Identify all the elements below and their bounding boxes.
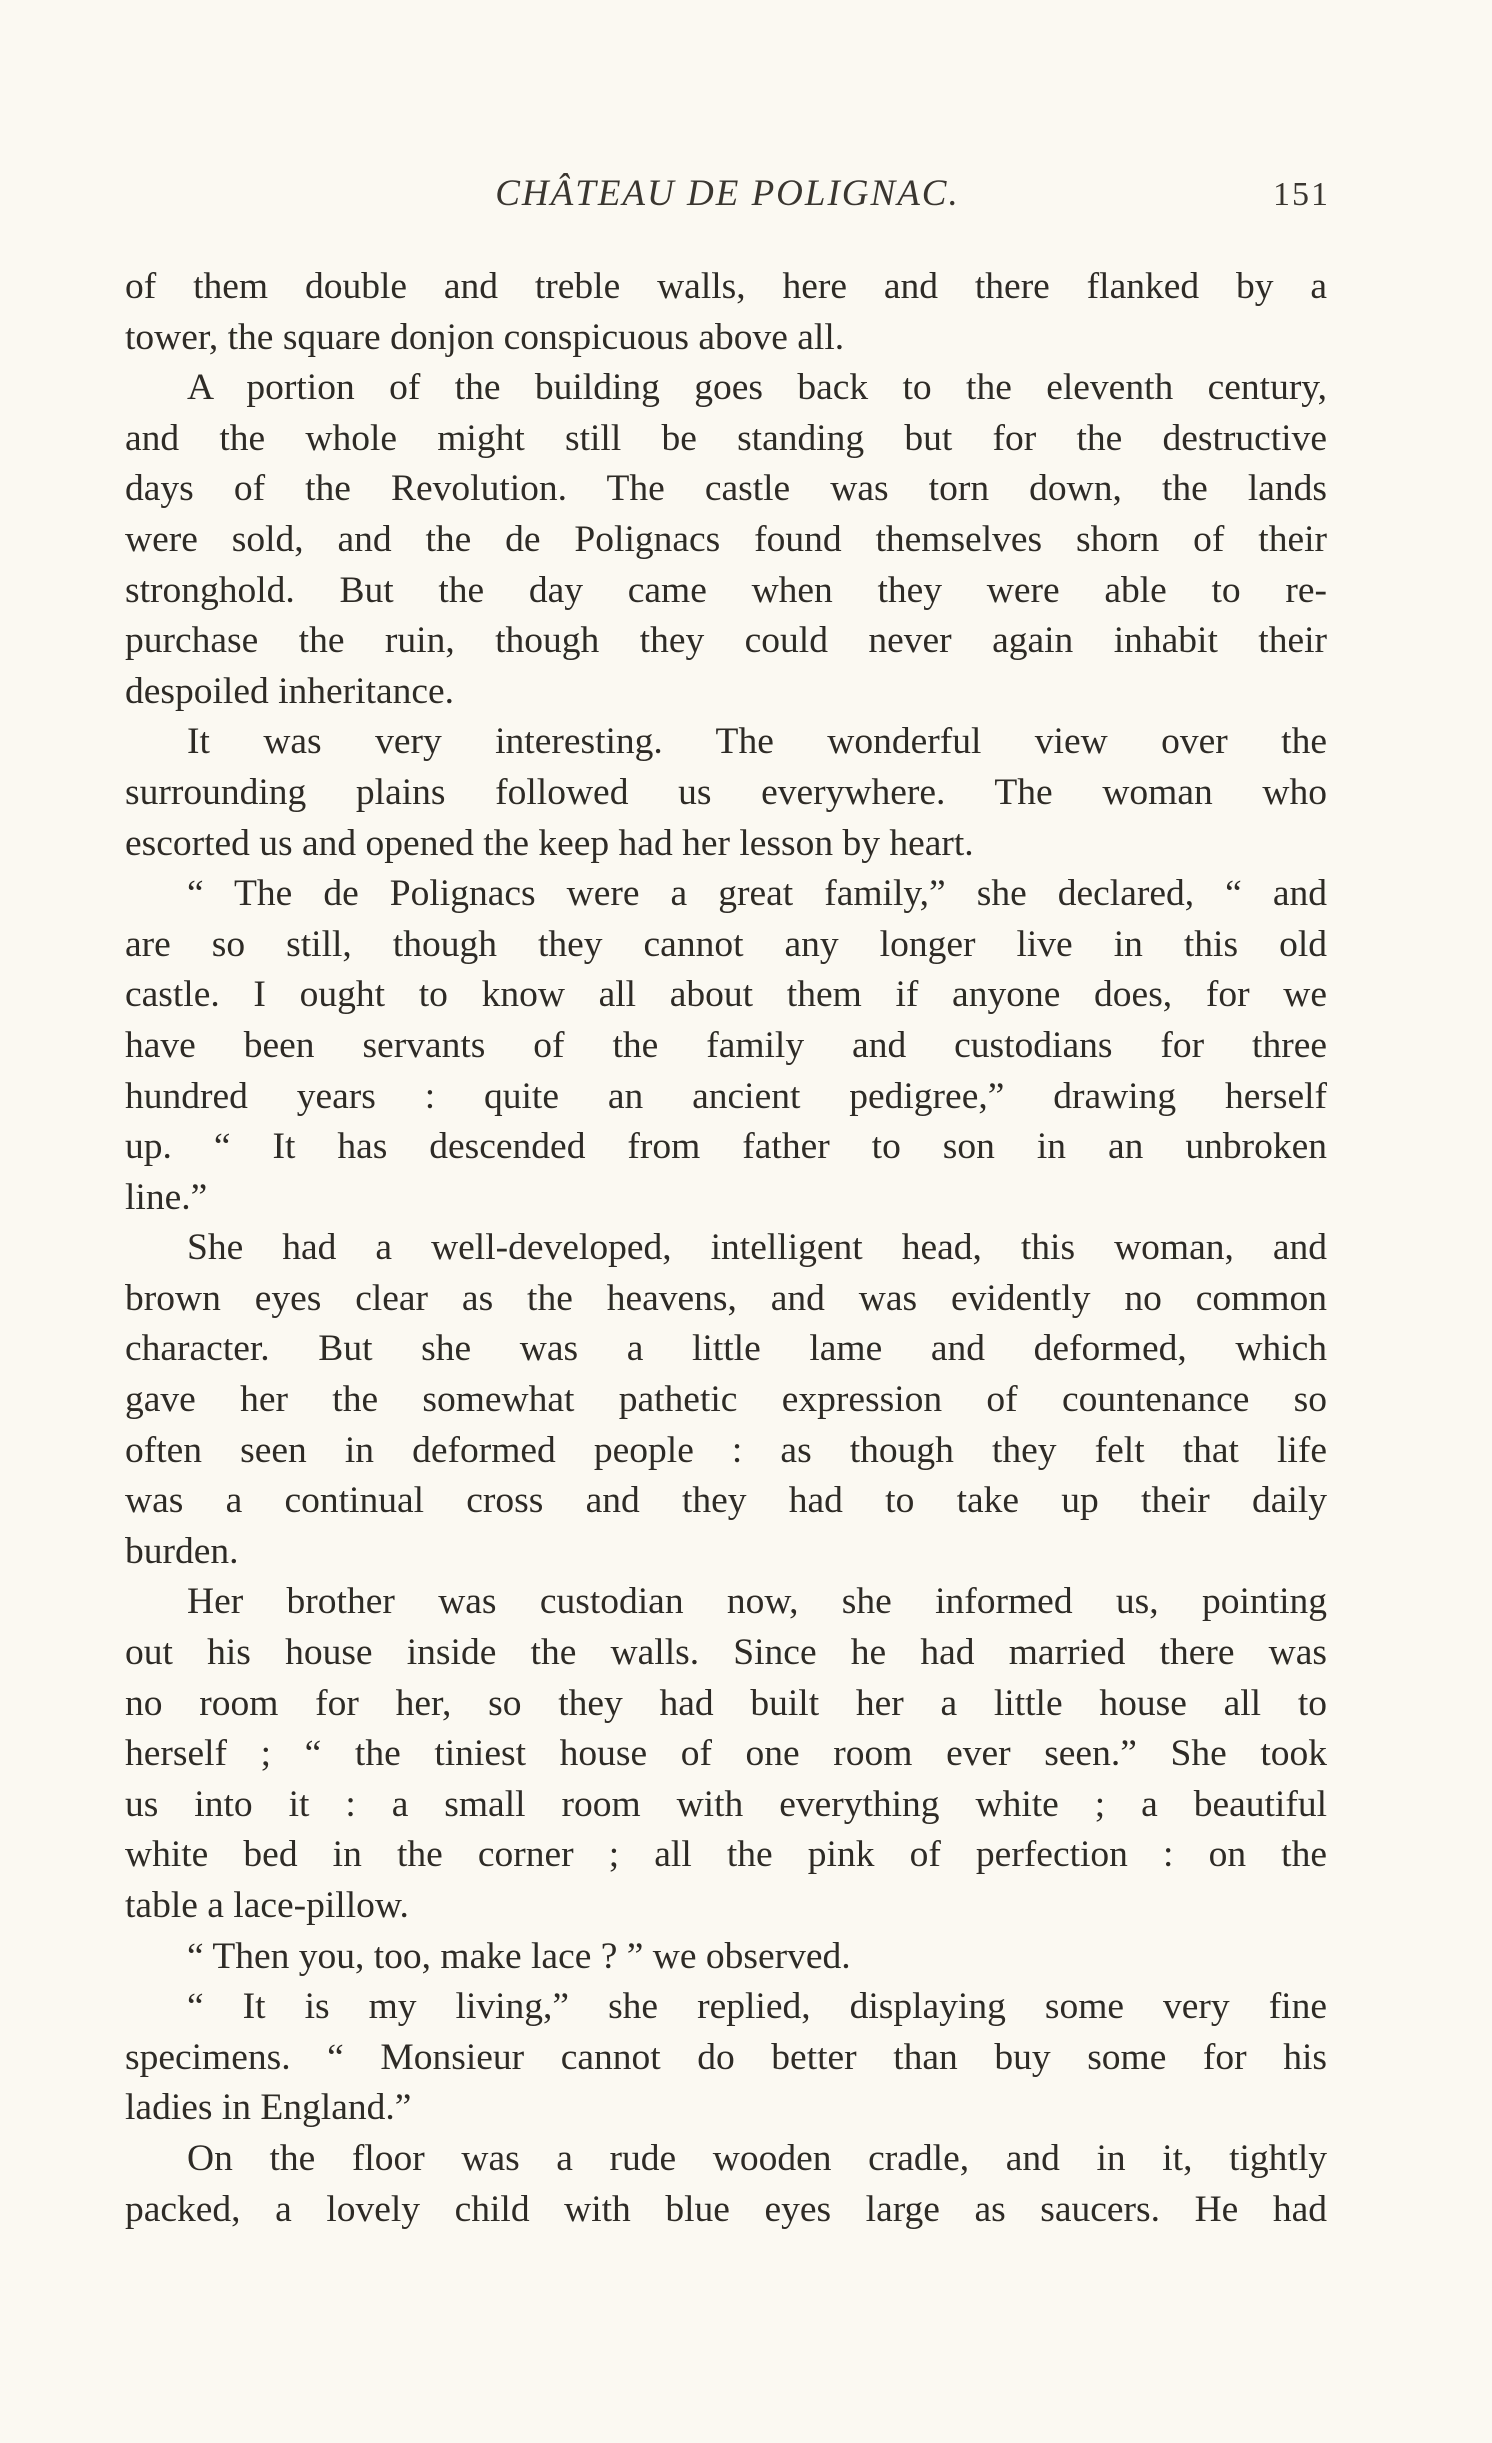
text-line: were sold, and the de Polignacs found themselves shorn of their — [125, 518, 1327, 560]
text-line: castle. I ought to know all about them if anyone does, for we — [125, 974, 1327, 1016]
text-line: surrounding plains followed us everywhere. The woman who — [125, 771, 1327, 813]
text-line: stronghold. But the day came when they were able to re- — [125, 569, 1327, 611]
running-title: CHÂTEAU DE POLIGNAC. — [495, 173, 960, 214]
text-line: tower, the square donjon conspicuous above all. — [125, 316, 845, 358]
text-line: despoiled inheritance. — [125, 670, 455, 712]
paragraph — [125, 717, 1327, 869]
text-line: herself ; “ the tiniest house of one room ever seen.” She took — [125, 1733, 1327, 1775]
text-line: Her brother was custodian now, she informed us, pointing — [187, 1581, 1327, 1623]
text-line: “ The de Polignacs were a great family,” she declared, “ and — [187, 873, 1327, 915]
text-line: was a continual cross and they had to take up their daily — [125, 1480, 1327, 1522]
paragraph — [125, 1223, 1327, 1577]
text-line: of them double and treble walls, here and there flanked by a — [125, 266, 1327, 307]
body-text — [125, 262, 1327, 2235]
paragraph — [125, 363, 1327, 717]
text-line: hundred years : quite an ancient pedigree,” drawing herself — [125, 1075, 1327, 1117]
text-line: often seen in deformed people : as though they felt that life — [125, 1429, 1327, 1471]
text-line: brown eyes clear as the heavens, and was evidently no common — [125, 1277, 1327, 1319]
paragraph — [125, 262, 1327, 363]
text-line: On the floor was a rude wooden cradle, and in it, tightly — [187, 2137, 1327, 2179]
paragraph — [125, 1982, 1327, 2134]
text-line: up. “ It has descended from father to son in an unbroken — [125, 1126, 1327, 1168]
text-line: specimens. “ Monsieur cannot do better than buy some for his — [125, 2036, 1327, 2078]
text-line: A portion of the building goes back to the eleventh century, — [187, 367, 1327, 409]
paragraph — [125, 1932, 1327, 1983]
text-line: ladies in England.” — [125, 2087, 412, 2129]
running-head — [125, 172, 1330, 222]
text-line: character. But she was a little lame and deformed, which — [125, 1328, 1327, 1370]
text-line: burden. — [125, 1530, 239, 1572]
text-line: no room for her, so they had built her a little house all to — [125, 1682, 1327, 1724]
text-line: “ It is my living,” she replied, displaying some very fine — [187, 1986, 1327, 2028]
text-line: are so still, though they cannot any longer live in this old — [125, 923, 1327, 965]
text-line: It was very interesting. The wonderful view over the — [187, 721, 1327, 763]
text-line: “ Then you, too, make lace ? ” we observed. — [187, 1935, 851, 1977]
page-number: 151 — [1273, 176, 1330, 213]
text-line: out his house inside the walls. Since he had married there was — [125, 1632, 1327, 1674]
text-line: escorted us and opened the keep had her lesson by heart. — [125, 822, 974, 864]
text-line: packed, a lovely child with blue eyes large as saucers. He had — [125, 2188, 1327, 2230]
paragraph — [125, 2134, 1327, 2235]
text-line: She had a well-developed, intelligent head, this woman, and — [187, 1227, 1327, 1269]
text-line: have been servants of the family and custodians for three — [125, 1024, 1327, 1066]
text-line: and the whole might still be standing but for the destructive — [125, 417, 1327, 459]
paragraph — [125, 869, 1327, 1223]
paragraph — [125, 1577, 1327, 1931]
text-line: days of the Revolution. The castle was torn down, the lands — [125, 468, 1327, 510]
text-line: us into it : a small room with everything white ; a beautiful — [125, 1783, 1327, 1825]
text-line: gave her the somewhat pathetic expression of countenance so — [125, 1379, 1327, 1421]
text-line: purchase the ruin, though they could never again inhabit their — [125, 620, 1327, 662]
text-line: white bed in the corner ; all the pink of perfection : on the — [125, 1834, 1327, 1876]
text-line: line.” — [125, 1176, 208, 1218]
text-line: table a lace-pillow. — [125, 1885, 409, 1926]
